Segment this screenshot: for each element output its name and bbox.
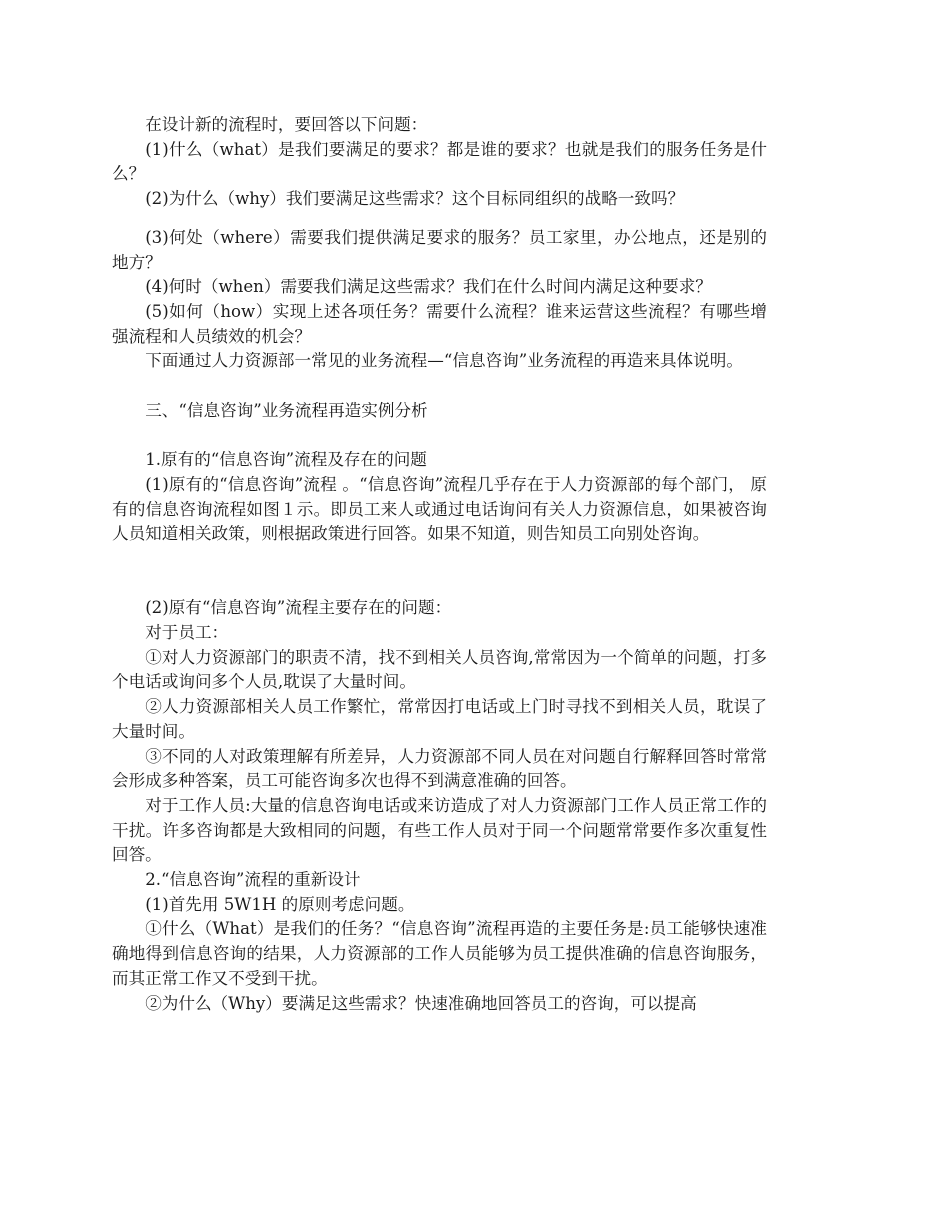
paragraph-original-process: (1)原有的“信息咨询”流程 。“信息咨询”流程几乎存在于人力资源部的每个部门， 原有的信息咨询流程如图１示。即员工来人或通过电话询问有关人力资源信息，如果被咨询人员知道相关政策，则根据政策进行回答。如果不知道，则告知员工向别处咨询。 bbox=[112, 474, 767, 544]
paragraph-for-employees: 对于员工： bbox=[145, 623, 229, 642]
blank-line bbox=[112, 374, 767, 399]
section-heading-3: 三、“信息咨询”业务流程再造实例分析 bbox=[145, 400, 428, 420]
paragraph-problem-1: ①对人力资源部门的职责不清，找不到相关人员咨询,常常因为一个简单的问题，打多个电话或询问多个人员,耽误了大量时间。 bbox=[112, 647, 767, 692]
blank-line bbox=[112, 572, 767, 597]
paragraph-5w1h: (1)首先用 5W1H 的原则考虑问题。 bbox=[145, 894, 415, 914]
subheading-1: 1.原有的“信息咨询”流程及存在的问题 bbox=[145, 450, 427, 470]
document-page bbox=[112, 113, 767, 1016]
paragraph-why-needs: ②为什么（Why）要满足这些需求？快速准确地回答员工的咨询，可以提高 bbox=[145, 993, 697, 1013]
paragraph-why: (2)为什么（why）我们要满足这些需求？这个目标同组织的战略一致吗？ bbox=[145, 189, 685, 209]
blank-line bbox=[112, 547, 767, 572]
subheading-2: 2.“信息咨询”流程的重新设计 bbox=[145, 870, 361, 890]
paragraph-problem-3: ③不同的人对政策理解有所差异，人力资源部不同人员在对问题自行解释回答时常常会形成多种答案，员工可能咨询多次也得不到满意准确的回答。 bbox=[112, 746, 767, 791]
paragraph-problem-2: ②人力资源部相关人员工作繁忙，常常因打电话或上门时寻找不到相关人员，耽误了大量时间。 bbox=[112, 697, 767, 741]
paragraph-when: (4)何时（when）需要我们满足这些需求？我们在什么时间内满足这种要求？ bbox=[145, 277, 712, 297]
paragraph-how: (5)如何（how）实现上述各项任务？需要什么流程？谁来运营这些流程？有哪些增强流程和人员绩效的机会？ bbox=[112, 301, 767, 346]
paragraph-where: (3)何处（where）需要我们提供满足要求的服务？员工家里，办公地点，还是别的地方？ bbox=[112, 227, 767, 272]
blank-line bbox=[112, 212, 767, 226]
paragraph-for-staff: 对于工作人员:大量的信息咨询电话或来访造成了对人力资源部门工作人员正常工作的干扰。许多咨询都是大致相同的问题，有些工作人员对于同一个问题常常要作多次重复性回答。 bbox=[112, 795, 767, 865]
paragraph-what: (1)什么（what）是我们要满足的要求？都是谁的要求？也就是我们的服务任务是什么？ bbox=[112, 139, 767, 184]
paragraph-transition: 下面通过人力资源部一常见的业务流程—“信息咨询”业务流程的再造来具体说明。 bbox=[145, 351, 743, 371]
blank-line bbox=[112, 423, 767, 448]
paragraph-intro: 在设计新的流程时，要回答以下问题： bbox=[145, 115, 428, 134]
paragraph-problems-heading: (2)原有“信息咨询”流程主要存在的问题： bbox=[145, 598, 452, 618]
paragraph-what-task: ①什么（What）是我们的任务？“信息咨询”流程再造的主要任务是:员工能够快速准确地得到信息咨询的结果，人力资源部的工作人员能够为员工提供准确的信息咨询服务，而其正常工作又不受到干扰。 bbox=[112, 919, 767, 988]
